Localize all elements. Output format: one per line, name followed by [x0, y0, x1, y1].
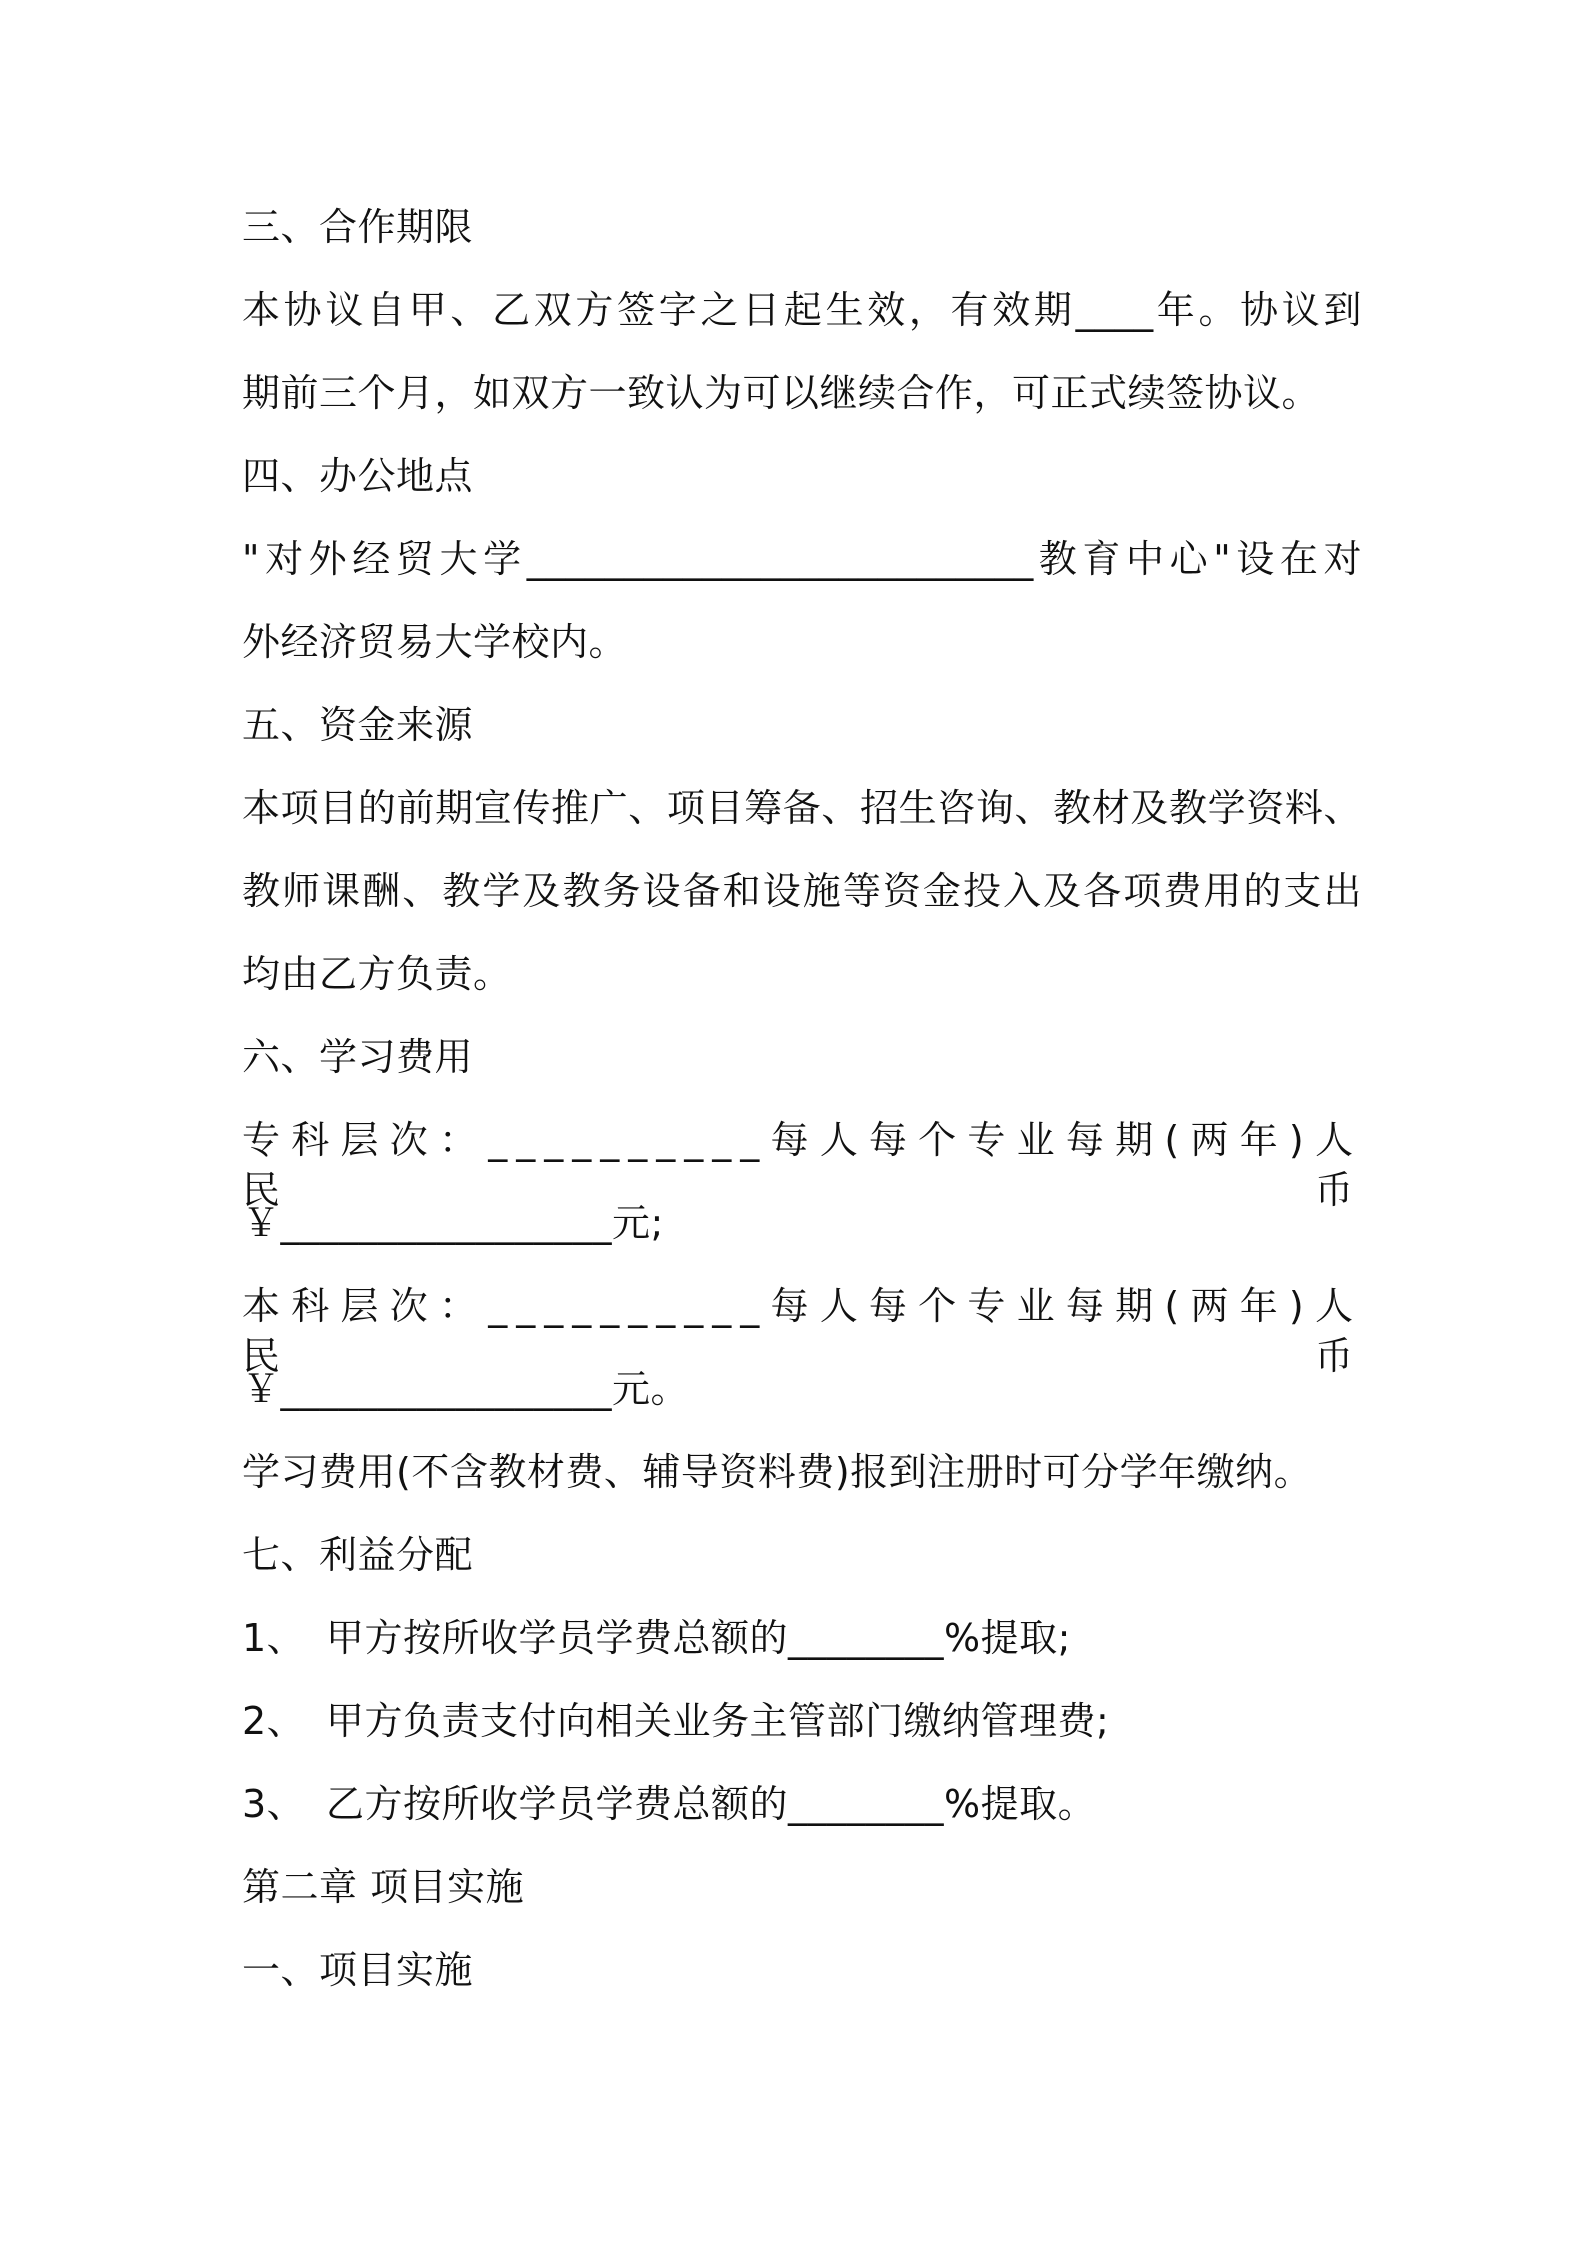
section-heading-cooperation-term: 三、合作期限	[242, 205, 474, 249]
paragraph-line: 期前三个月，如双方一致认为可以继续合作，可正式续签协议。	[242, 371, 1321, 415]
section-heading-funding-source: 五、资金来源	[242, 703, 474, 747]
list-item	[242, 1613, 1362, 1663]
chapter-heading-project-implementation: 第二章 项目实施	[242, 1865, 525, 1909]
list-item-number: 3、	[242, 1782, 306, 1826]
section-heading-tuition-fees: 六、学习费用	[242, 1035, 474, 1079]
section-heading-profit-distribution: 七、利益分配	[242, 1533, 474, 1577]
fee-line-bachelor: 本科层次：__________每人每个专业每期(两年)人民币	[242, 1284, 1362, 1378]
paragraph-line: 教师课酬、教学及教务设备和设施等资金投入及各项费用的支出	[242, 869, 1362, 913]
fee-line-associate-amount: ￥_________________元;	[242, 1201, 664, 1245]
fee-line-bachelor-amount: ￥_________________元。	[242, 1367, 690, 1411]
list-item-text: 甲方按所收学员学费总额的________%提取;	[326, 1616, 1071, 1660]
paragraph-line: "对外经贸大学__________________________教育中心"设在对	[242, 537, 1362, 581]
section-heading-project-implementation: 一、项目实施	[242, 1948, 474, 1992]
list-item-number: 2、	[242, 1699, 306, 1743]
list-item-text: 甲方负责支付向相关业务主管部门缴纳管理费;	[326, 1699, 1110, 1743]
paragraph-line: 外经济贸易大学校内。	[242, 620, 628, 664]
paragraph-line: 学习费用(不含教材费、辅导资料费)报到注册时可分学年缴纳。	[242, 1450, 1313, 1494]
paragraph-line: 本项目的前期宣传推广、项目筹备、招生咨询、教材及教学资料、	[242, 786, 1362, 830]
paragraph-line: 均由乙方负责。	[242, 952, 512, 996]
paragraph-line: 本协议自甲、乙双方签字之日起生效，有效期____年。协议到	[242, 288, 1362, 332]
list-item	[242, 1779, 1362, 1829]
list-item-number: 1、	[242, 1616, 306, 1660]
list-item	[242, 1696, 1362, 1746]
list-item-text: 乙方按所收学员学费总额的________%提取。	[326, 1782, 1097, 1826]
fee-line-associate: 专科层次：__________每人每个专业每期(两年)人民币	[242, 1118, 1362, 1212]
section-heading-office-location: 四、办公地点	[242, 454, 474, 498]
